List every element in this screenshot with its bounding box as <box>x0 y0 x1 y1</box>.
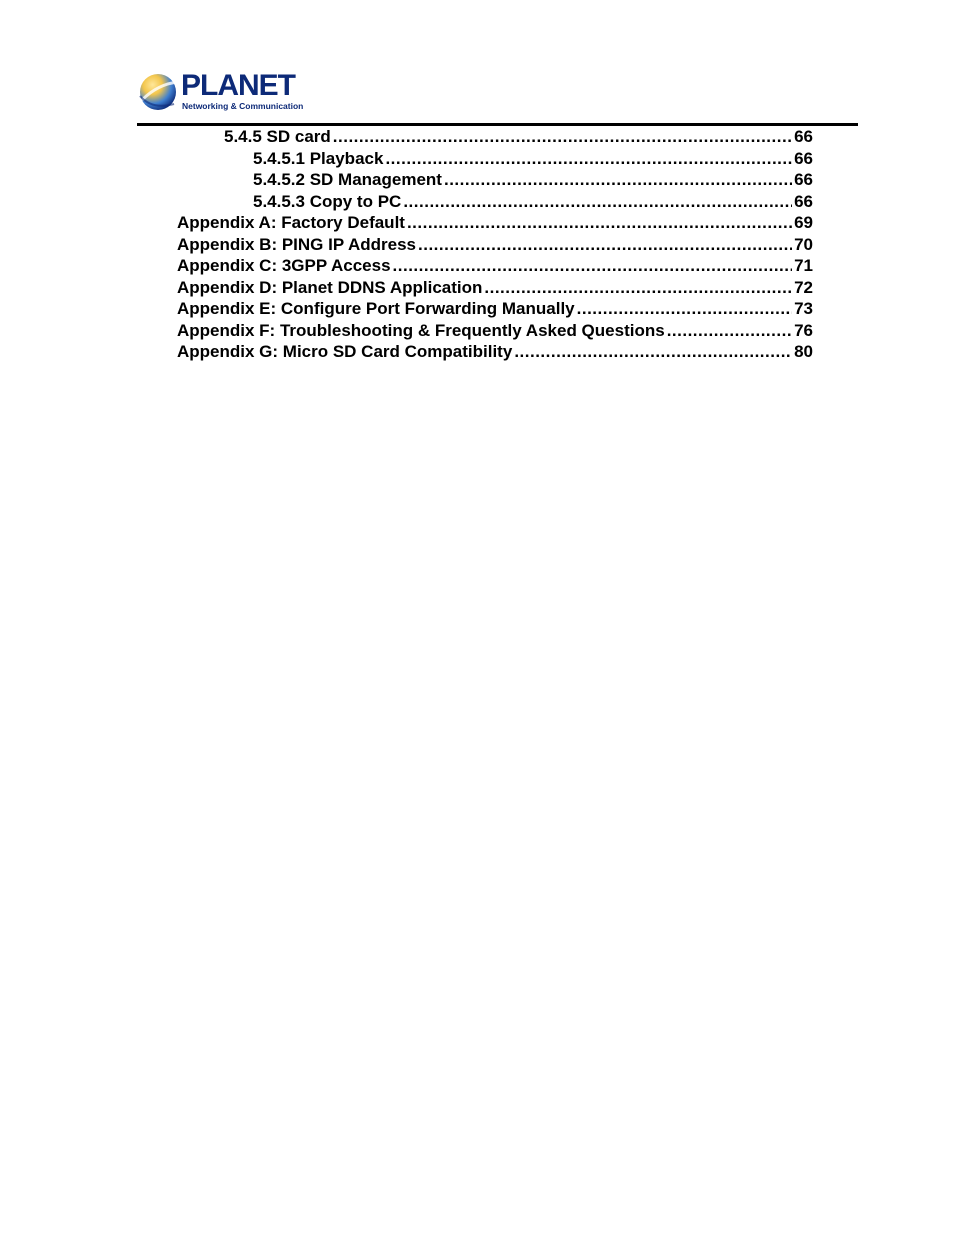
toc-entry-page: 80 <box>794 342 813 361</box>
toc-entry-title: Appendix B: PING IP Address <box>177 234 416 254</box>
toc-dot-leader <box>418 234 792 255</box>
toc-dot-leader <box>333 126 792 147</box>
toc-entry-page: 66 <box>794 191 813 211</box>
toc-entry[interactable] <box>177 212 813 233</box>
toc-entry[interactable] <box>177 320 813 341</box>
logo-wordmark: PLANET <box>181 69 295 102</box>
toc-entry-page: 69 <box>794 213 813 232</box>
toc-entry-title: Appendix E: Configure Port Forwarding Manually <box>177 299 575 318</box>
toc-entry-page: 72 <box>794 277 813 297</box>
toc-dot-leader <box>393 255 793 276</box>
toc-entry-page: 73 <box>794 299 813 318</box>
toc-dot-leader <box>403 191 792 212</box>
toc-entry-page: 71 <box>794 256 813 275</box>
toc-dot-leader <box>385 148 792 169</box>
toc-entry[interactable] <box>253 148 813 169</box>
toc-entry-page: 66 <box>794 127 813 146</box>
toc-entry-page: 66 <box>794 148 813 168</box>
toc-dot-leader <box>484 277 792 298</box>
logo-tagline: Networking & Communication <box>182 101 304 111</box>
toc-entry[interactable] <box>177 255 813 276</box>
toc-entry-title: 5.4.5.1 Playback <box>253 148 384 168</box>
toc-entry[interactable] <box>177 277 813 298</box>
toc-entry[interactable] <box>253 169 813 190</box>
toc-dot-leader <box>444 169 792 190</box>
toc-entry-page: 66 <box>794 170 813 189</box>
toc-entry[interactable] <box>253 191 813 212</box>
toc-entry-title: Appendix D: Planet DDNS Application <box>177 277 483 297</box>
toc-dot-leader <box>407 212 792 233</box>
globe-icon <box>138 70 182 114</box>
toc-entry-page: 70 <box>794 234 813 254</box>
planet-logo <box>138 69 304 116</box>
toc-dot-leader <box>514 341 792 362</box>
toc-entry-title: Appendix A: Factory Default <box>177 213 405 232</box>
toc-entry-title: 5.4.5.3 Copy to PC <box>253 191 402 211</box>
toc-entry-title: 5.4.5 SD card <box>224 127 331 146</box>
toc-entry[interactable] <box>177 234 813 255</box>
toc-entry[interactable] <box>177 298 813 319</box>
toc-dot-leader <box>577 298 792 319</box>
toc-entry-page: 76 <box>794 320 813 340</box>
toc-dot-leader <box>667 320 792 341</box>
toc-entry[interactable] <box>224 126 813 147</box>
toc-entry-title: Appendix C: 3GPP Access <box>177 256 391 275</box>
toc-entry-title: Appendix G: Micro SD Card Compatibility <box>177 342 513 361</box>
toc-entry[interactable] <box>177 341 813 362</box>
toc-entry-title: 5.4.5.2 SD Management <box>253 170 442 189</box>
toc-entry-title: Appendix F: Troubleshooting & Frequently Asked Questions <box>177 320 665 340</box>
